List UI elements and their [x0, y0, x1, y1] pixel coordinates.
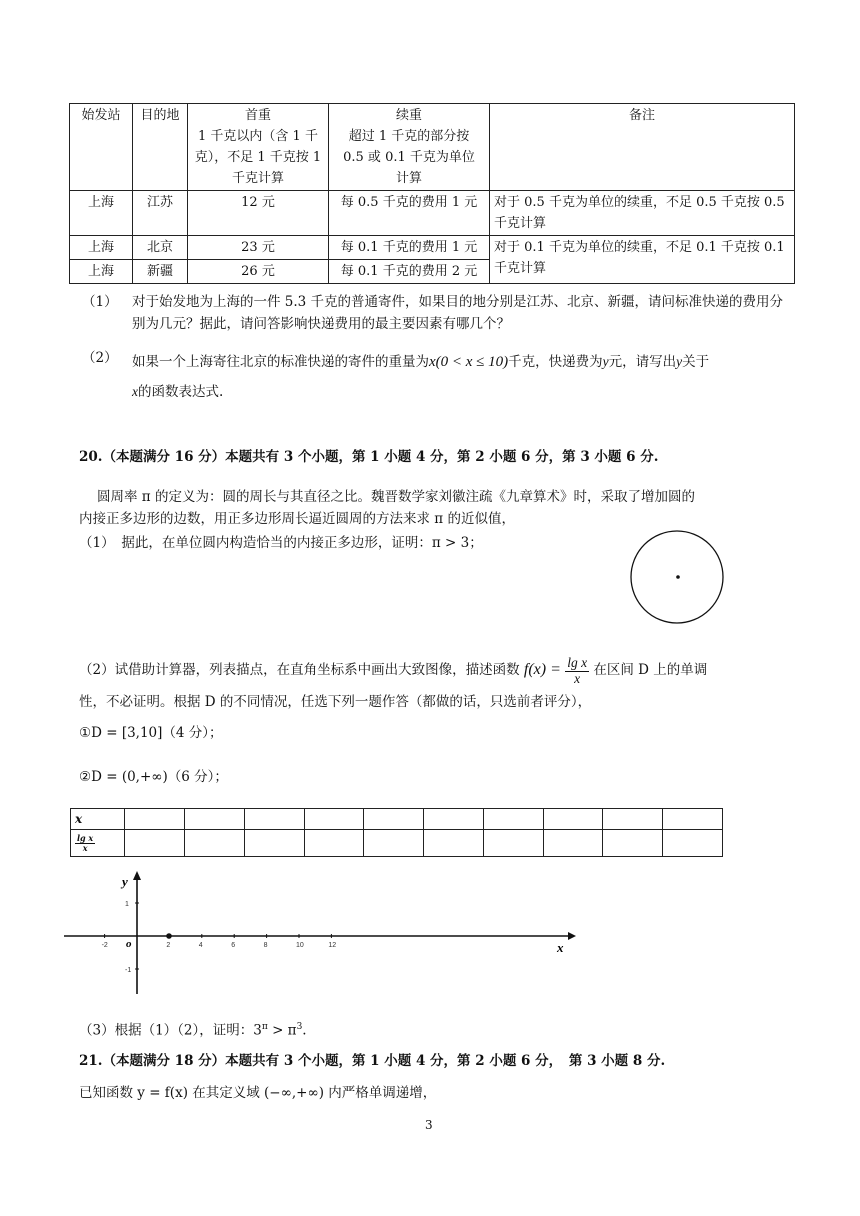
q20-frac-den: x	[574, 670, 581, 686]
q20-fx: f(x) =	[523, 661, 561, 678]
q20-intro-line1: 圆周率 π 的定义为：圆的周长与其直径之比。魏晋数学家刘徽注疏《九章算术》时，采取了增加圆的	[97, 489, 695, 505]
cell-note: 对于 0.5 千克为单位的续重，不足 0.5 千克按 0.5 千克计算	[490, 191, 795, 236]
value-table-x-label: x	[71, 809, 125, 830]
q21-line1: 已知函数 y = f(x) 在其定义域 (−∞,+∞) 内严格单调递增，	[79, 1085, 437, 1101]
value-cell[interactable]	[543, 830, 603, 857]
q20-header: 20.（本题满分 16 分）本题共有 3 个小题，第 1 小题 4 分，第 2 小题 6 分，第 3 小题 6 分.	[79, 449, 659, 465]
x-tick-label: 12	[328, 942, 337, 949]
q20-part3	[79, 1016, 307, 1042]
value-cell[interactable]	[663, 809, 723, 830]
header-first-line: 千克计算	[231, 171, 284, 186]
header-cont-line: 续重	[395, 108, 422, 123]
q20-part2-line2: 性，不必证明。根据 D 的不同情况，任选下列一题作答（都做的话，只选前者评分），	[79, 694, 592, 710]
value-table-row-x	[71, 809, 723, 830]
q20-part2-b: 在区间 D 上的单调	[593, 662, 708, 678]
table-row	[70, 236, 795, 260]
y-tick-label: 1	[125, 901, 129, 908]
value-table-row-fx	[71, 830, 723, 857]
header-first-line: 1 千克以内（含 1 千	[198, 129, 318, 144]
header-first-line: 首重	[244, 108, 271, 123]
x-tick-label: 10	[296, 942, 304, 949]
q20-part3-mid: > π	[267, 1022, 297, 1039]
value-cell[interactable]	[603, 809, 663, 830]
header-first-weight	[188, 104, 329, 191]
value-cell[interactable]	[364, 809, 424, 830]
value-cell[interactable]	[125, 809, 185, 830]
circle-center-dot	[676, 575, 680, 579]
header-cont-line: 0.5 或 0.1 千克为单位	[343, 150, 475, 165]
value-cell[interactable]	[483, 809, 543, 830]
cell-to: 新疆	[133, 260, 188, 284]
q20-part3-sup1: π	[261, 1022, 268, 1032]
q19-part2-x: x	[132, 384, 138, 399]
q20-intro-line2: 内接正多边形的边数，用正多边形周长逼近圆周的方法来求 π 的近似值，	[79, 511, 515, 527]
origin-label: o	[126, 938, 132, 950]
value-cell[interactable]	[304, 809, 364, 830]
value-cell[interactable]	[244, 809, 304, 830]
value-cell[interactable]	[603, 830, 663, 857]
q20-part1: （1） 据此，在单位圆内构造恰当的内接正多边形，证明：π > 3；	[79, 535, 483, 551]
q20-part2-a: （2）试借助计算器，列表描点，在直角坐标系中画出大致图像，描述函数	[79, 662, 520, 678]
q20-frac-num: lg x	[567, 655, 588, 670]
q19-part2-number: （2）	[82, 350, 118, 366]
header-note: 备注	[490, 104, 795, 191]
x-tick-label: 6	[231, 942, 236, 949]
q20-option2: ②D = (0,+∞)（6 分）；	[79, 769, 228, 785]
q19-part2-y: y	[602, 354, 609, 369]
table-row	[70, 191, 795, 236]
header-cont-weight	[329, 104, 490, 191]
header-to: 目的地	[133, 104, 188, 191]
x-axis-label: x	[557, 940, 564, 955]
y-axis-label: y	[122, 874, 128, 889]
q19-part1-number: （1）	[82, 294, 118, 310]
fx-label-num: lg x	[77, 833, 94, 843]
q20-part3-end: .	[302, 1022, 307, 1039]
y-tick-label: -1	[125, 967, 132, 974]
q20-option1: ①D = [3,10]（4 分）；	[79, 725, 223, 741]
cell-first: 12 元	[188, 191, 329, 236]
q21-header: 21.（本题满分 18 分）本题共有 3 个小题，第 1 小题 4 分，第 2 小题 6 分， 第 3 小题 8 分.	[79, 1053, 666, 1069]
q20-part3-sup2: 3	[296, 1022, 303, 1032]
cell-cont: 每 0.1 千克的费用 2 元	[329, 260, 490, 284]
coordinate-axes	[60, 866, 580, 1001]
x-tick-label: -2	[101, 942, 108, 949]
header-from: 始发站	[70, 104, 133, 191]
q19-part2-b: 千克，快递费为	[508, 354, 603, 370]
value-cell[interactable]	[185, 830, 245, 857]
value-cell[interactable]	[304, 830, 364, 857]
value-table-fx-label	[71, 830, 125, 857]
point-1-0	[166, 933, 172, 939]
cell-note: 对于 0.1 千克为单位的续重，不足 0.1 千克按 0.1 千克计算	[490, 236, 795, 284]
value-cell[interactable]	[424, 830, 484, 857]
q19-part2-text	[132, 347, 792, 407]
q19-part2-d: 关于	[682, 354, 710, 370]
cell-to: 江苏	[133, 191, 188, 236]
x-tick-label: 2	[166, 942, 171, 949]
q19-part1-text: 对于始发地为上海的一件 5.3 千克的普通寄件，如果目的地分别是江苏、北京、新疆，请问标准快递的费用分别为几元？据此，请问答影响快递费用的最主要因素有哪几个？	[132, 294, 784, 332]
q19-part2-a: 如果一个上海寄往北京的标准快递的寄件的重量为	[132, 354, 429, 370]
value-cell[interactable]	[424, 809, 484, 830]
cell-from: 上海	[70, 260, 133, 284]
unit-circle-figure	[627, 529, 727, 629]
value-cell[interactable]	[125, 830, 185, 857]
x-axis-arrow	[568, 932, 576, 940]
header-cont-line: 超过 1 千克的部分按	[348, 129, 470, 144]
cell-to: 北京	[133, 236, 188, 260]
x-tick-label: 8	[263, 942, 268, 949]
header-cont-line: 计算	[395, 171, 422, 186]
value-cell[interactable]	[663, 830, 723, 857]
y-axis-arrow	[133, 871, 141, 880]
value-cell[interactable]	[185, 809, 245, 830]
value-cell[interactable]	[244, 830, 304, 857]
value-table	[70, 808, 723, 857]
cell-from: 上海	[70, 236, 133, 260]
value-cell[interactable]	[364, 830, 424, 857]
q19-part2-e: 的函数表达式.	[138, 384, 224, 400]
cell-cont: 每 0.1 千克的费用 1 元	[329, 236, 490, 260]
q19-part2-math: x(0 < x ≤ 10)	[429, 354, 509, 370]
q20-fraction	[565, 656, 589, 685]
q20-part3-a: （3）根据（1）（2），证明：3	[79, 1022, 262, 1039]
fee-table	[69, 103, 795, 284]
cell-first: 26 元	[188, 260, 329, 284]
table-header-row	[70, 104, 795, 191]
q19-part2-y2: y	[676, 354, 683, 369]
value-cell[interactable]	[543, 809, 603, 830]
cell-first: 23 元	[188, 236, 329, 260]
page-number: 3	[425, 1118, 433, 1132]
cell-cont: 每 0.5 千克的费用 1 元	[329, 191, 490, 236]
q20-part2-line1	[79, 650, 799, 690]
fx-label-den: x	[82, 843, 88, 853]
value-cell[interactable]	[483, 830, 543, 857]
cell-from: 上海	[70, 191, 133, 236]
header-first-line: 克），不足 1 千克按 1	[194, 150, 322, 165]
x-tick-label: 4	[198, 942, 203, 949]
q19-part2-c: 元，请写出	[608, 354, 677, 370]
